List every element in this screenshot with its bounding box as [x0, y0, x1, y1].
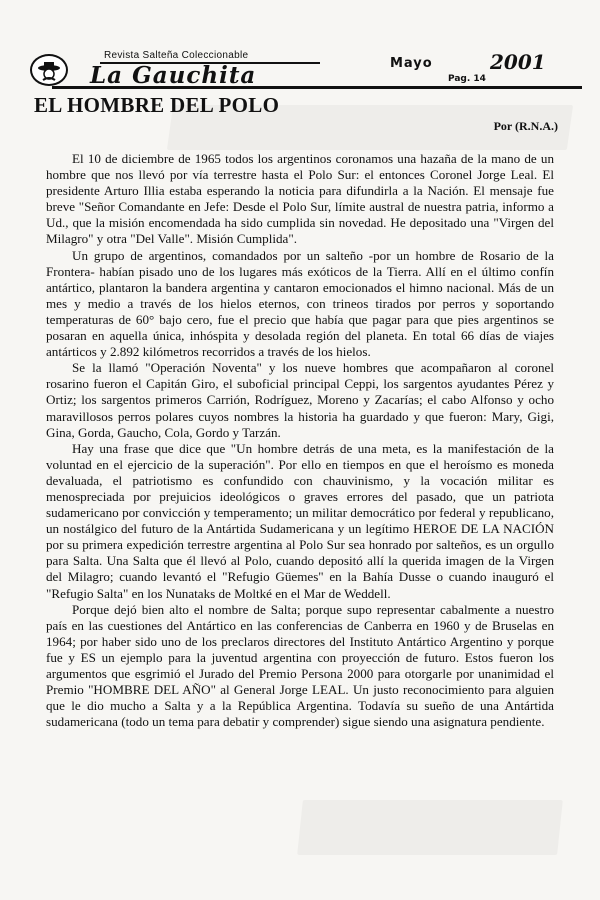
bleed-through-shadow — [297, 800, 563, 855]
article-paragraph: El 10 de diciembre de 1965 todos los argentinos coronamos una hazaña de la mano de un hombre que nos llevó por vía terrestre hasta el Polo Sur: el entonces Coronel Jorge Leal. El presidente Arturo Illia estaba esperando la noticia para difundirla a la Nación. El mensaje fue breve "Señor Comandante en Jefe: Desde el Polo Sur, límite austral de nuestra patria, informo a Ud., que la misión encomendada ha sido cumplida sin novedad. He depositado una "Virgen del Milagro" y otra "Del Valle". Misión Cumplida". — [46, 151, 554, 247]
magazine-name: La Gauchita — [90, 62, 257, 89]
article-title: EL HOMBRE DEL POLO — [34, 93, 280, 117]
article-body — [46, 151, 554, 730]
article-paragraph: Porque dejó bien alto el nombre de Salta; porque supo representar cabalmente a nuestro país en las cuestiones del Antártico en las conferencias de Canberra en 1960 y de Bruselas en 1964; por haber sido uno de los preclaros directores del Instituto Antártico Argentino y porque fue y ES un ejemplo para la juventud argentina con proyección de futuro. Estos fueron los argumentos que esgrimió el Jurado del Premio Persona 2000 para otorgarle por unanimidad el Premio "HOMBRE DEL AÑO" al General Jorge LEAL. Un justo reconocimiento para alguien que le dio mucho a Salta y a la República Argentina. Todavía su sueño de una Antártida sudamericana (todo un tema para debatir y comprender) sigue siendo una asignatura pendiente. — [46, 601, 554, 730]
masthead — [30, 48, 560, 88]
article-paragraph: Hay una frase que dice que "Un hombre detrás de una meta, es la manifestación de la voluntad en el ejercicio de la superación". Por ello en tiempos en que el heroísmo es moneda devaluada, el patriotismo es confundido con chauvinismo, y la vocación militar es menospreciada por prejuicios ideológicos o graves errores del pasado, que un patriota sudamericano por convicción y temperamento; un militar democrático por federal y republicano, un nostálgico del futuro de la Antártida Sudamericana y un legítimo HEROE DE LA NACIÓN por su primera expedición terrestre argentina al Polo Sur sea honrado por salteños, es un orgullo para Salta. Una Salta que él llevó al Polo, cuando depositó allí la querida imagen de la Virgen del Milagro; cuando levantó el "Refugio Güemes" en la Bahía Dusse o cuando inauguró el "Refugio Salta" en los Nunataks de Moltké en el Mar de Weddell. — [46, 440, 554, 601]
issue-month: Mayo — [390, 56, 433, 71]
magazine-subtitle: Revista Salteña Coleccionable — [104, 50, 249, 61]
article-paragraph: Un grupo de argentinos, comandados por un salteño -por un hombre de Rosario de la Frontera- habían pisado uno de los lugares más exóticos de la Tierra. Allí en el último confín antártico, plantaron la bandera argentina y cantaron emocionados el himno nacional. Más de un mes y medio a través de los hielos eternos, con trineos tirados por perros y soportando temperaturas de 60° bajo cero, fue el precio que había que pagar para que pies argentinos se posaran en aquella única, inhóspita y desolada región del planeta. En total 66 días de viajes antárticos y 2.892 kilómetros recorridos a través de los hielos. — [46, 247, 554, 360]
article-byline: Por (R.N.A.) — [493, 119, 558, 133]
issue-year: 2001 — [490, 50, 546, 74]
page-number: Pag. 14 — [448, 74, 486, 84]
article-paragraph: Se la llamó "Operación Noventa" y los nueve hombres que acompañaron al coronel rosarino fueron el Capitán Giro, el suboficial principal Ceppi, los sargentos ayudantes Pérez y Ortiz; los sargentos primeros Carrión, Rodríguez, Moreno y Zacarías; el cabo Alfonso y ocho maravillosos perros polares cuyos nombres la historia ha guardado y que fueron: Mary, Gigi, Gina, Gorda, Gaucho, Cola, Gordo y Tarzán. — [46, 360, 554, 440]
gaucho-logo-icon — [30, 54, 68, 86]
